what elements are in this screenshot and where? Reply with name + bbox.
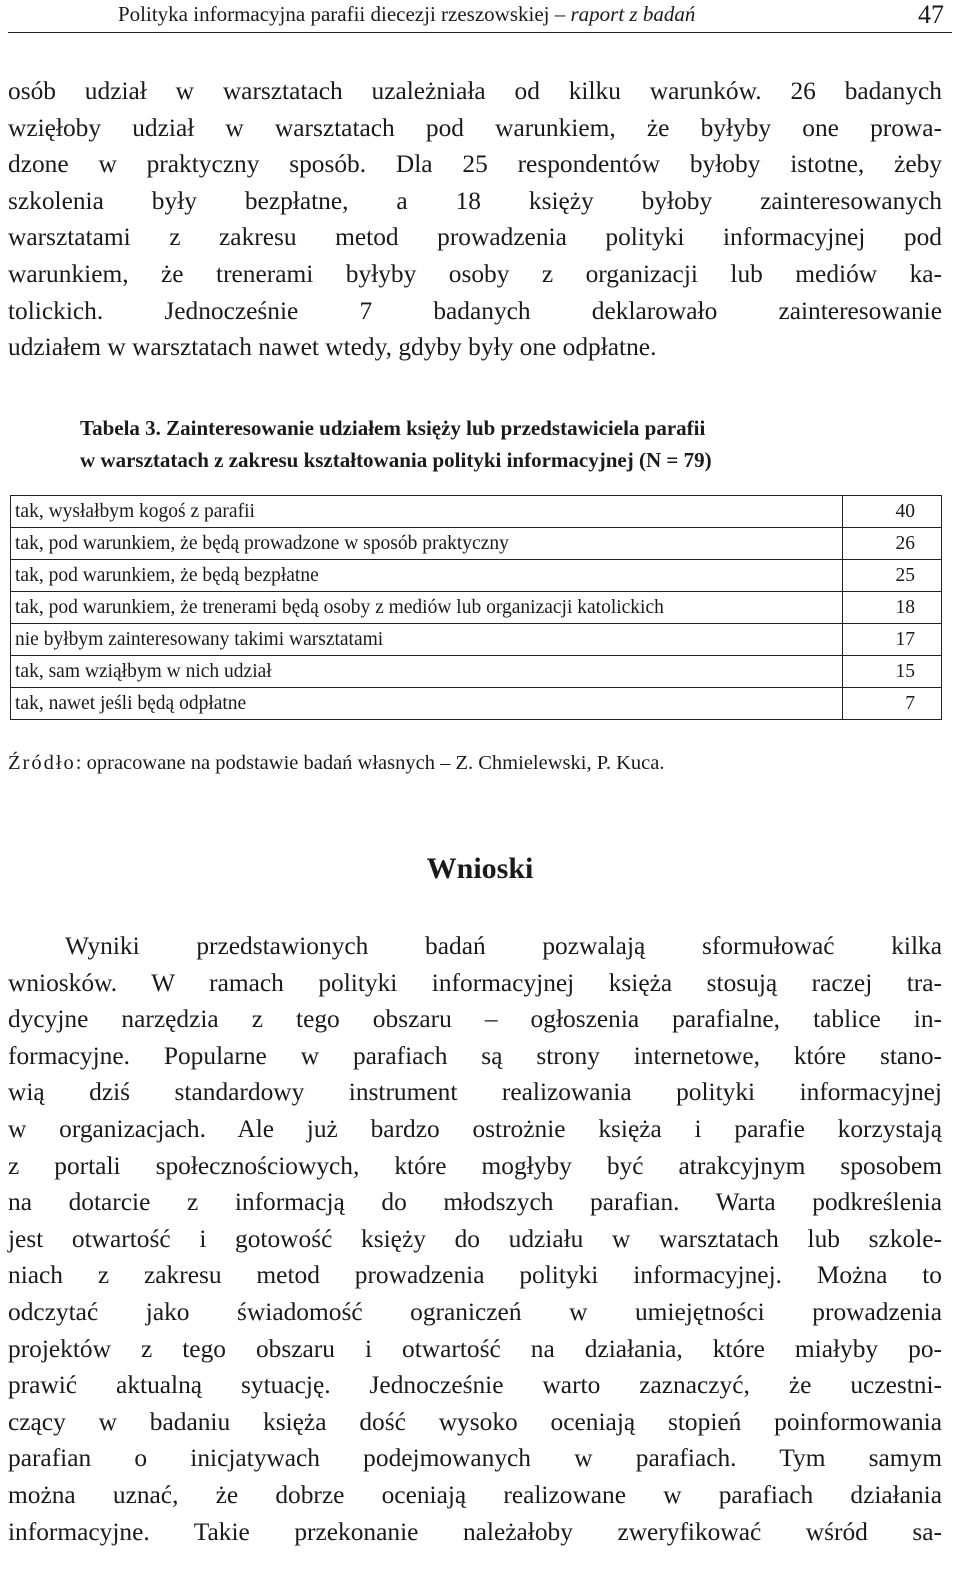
table-row xyxy=(11,688,942,720)
table-row xyxy=(11,560,942,592)
row-value: 7 xyxy=(843,688,942,720)
row-label: nie byłbym zainteresowany takimi warsztatami xyxy=(11,624,843,656)
table-caption xyxy=(80,412,880,476)
text-line: wzięłoby udział w warsztatach pod warunkiem, że byłyby one prowa- xyxy=(8,113,942,142)
row-label: tak, pod warunkiem, że trenerami będą osoby z mediów lub organizacji katolickich xyxy=(11,592,843,624)
row-value: 17 xyxy=(843,624,942,656)
table-row xyxy=(11,656,942,688)
text-line: prawić aktualną sytuację. Jednocześnie warto zaznaczyć, że uczestni- xyxy=(8,1371,942,1400)
row-value: 15 xyxy=(843,656,942,688)
text-line: niach z zakresu metod prowadzenia polityki informacyjnej. Można to xyxy=(8,1261,942,1290)
source-text: : opracowane na podstawie badań własnych – Z. Chmielewski, P. Kuca. xyxy=(75,752,665,774)
text-line: osób udział w warsztatach uzależniała od kilku warunków. 26 badanych xyxy=(8,77,942,105)
data-table xyxy=(10,495,942,720)
text-line: parafian o inicjatywach podejmowanych w parafiach. Tym samym xyxy=(8,1444,942,1473)
row-label: tak, pod warunkiem, że będą prowadzone w sposób praktyczny xyxy=(11,528,843,560)
text-line: dycyjne narzędzia z tego obszaru – ogłoszenia parafialne, tablice in- xyxy=(8,1005,942,1034)
page-number: 47 xyxy=(918,0,944,29)
text-line: informacyjne. Takie przekonanie należałoby zweryfikować wśród sa- xyxy=(8,1517,942,1546)
row-label: tak, pod warunkiem, że będą bezpłatne xyxy=(11,560,843,592)
text-line: formacyjne. Popularne w parafiach są strony internetowe, które stano- xyxy=(8,1041,942,1070)
text-line: warunkiem, że trenerami byłyby osoby z organizacji lub mediów ka- xyxy=(8,259,942,288)
text-line: udziałem w warsztatach nawet wtedy, gdyby były one odpłatne. xyxy=(8,333,657,362)
text-line: odczytać jako świadomość ograniczeń w umiejętności prowadzenia xyxy=(8,1297,942,1326)
caption-line: w warsztatach z zakresu kształtowania polityki informacyjnej (N = 79) xyxy=(80,448,712,472)
section-title: Wnioski xyxy=(426,852,534,885)
text-line: projektów z tego obszaru i otwartość na działania, które miałyby po- xyxy=(8,1334,942,1363)
paragraph-conclusions xyxy=(8,928,942,1550)
text-line: wią dziś standardowy instrument realizowania polityki informacyjnej xyxy=(8,1078,942,1107)
text-line: jest otwartość i gotowość księży do udziału w warsztatach lub szkole- xyxy=(8,1224,942,1253)
paragraph-intro xyxy=(8,73,942,366)
text-line: na dotarcie z informacją do młodszych parafian. Warta podkreślenia xyxy=(8,1188,942,1217)
row-value: 25 xyxy=(843,560,942,592)
table-row xyxy=(11,496,942,528)
text-line: w organizacjach. Ale już bardzo ostrożnie księża i parafie korzystają xyxy=(8,1114,942,1143)
table-row xyxy=(11,624,942,656)
text-line: dzone w praktyczny sposób. Dla 25 respondentów byłoby istotne, żeby xyxy=(8,150,942,179)
row-label: tak, sam wziąłbym w nich udział xyxy=(11,656,843,688)
row-label: tak, nawet jeśli będą odpłatne xyxy=(11,688,843,720)
row-value: 40 xyxy=(843,496,942,528)
running-title-italic: raport z badań xyxy=(570,2,696,26)
text-line: wniosków. W ramach polityki informacyjnej księża stosują raczej tra- xyxy=(8,968,942,997)
text-line: szkolenia były bezpłatne, a 18 księży byłoby zainteresowanych xyxy=(8,186,942,215)
text-line: warsztatami z zakresu metod prowadzenia polityki informacyjnej pod xyxy=(8,223,942,252)
source-label: Źródło xyxy=(8,752,76,774)
running-title-text: Polityka informacyjna parafii diecezji rzeszowskiej – xyxy=(118,2,571,26)
row-value: 26 xyxy=(843,528,942,560)
text-line: Wyniki przedstawionych badań pozwalają sformułować kilka xyxy=(65,932,942,960)
table-row xyxy=(11,528,942,560)
caption-line: Tabela 3. Zainteresowanie udziałem księży lub przedstawiciela parafii xyxy=(80,416,706,440)
text-line: czący w badaniu księża dość wysoko oceniają stopień poinformowania xyxy=(8,1407,942,1436)
table-row xyxy=(11,592,942,624)
row-value: 18 xyxy=(843,592,942,624)
running-title xyxy=(118,2,695,27)
text-line: z portali społecznościowych, które mogłyby być atrakcyjnym sposobem xyxy=(8,1151,942,1180)
row-label: tak, wysłałbym kogoś z parafii xyxy=(11,496,843,528)
text-line: można uznać, że dobrze oceniają realizowane w parafiach działania xyxy=(8,1480,942,1509)
page-header xyxy=(8,0,952,33)
text-line: tolickich. Jednocześnie 7 badanych deklarowało zainteresowanie xyxy=(8,296,942,325)
source-note xyxy=(8,752,664,775)
